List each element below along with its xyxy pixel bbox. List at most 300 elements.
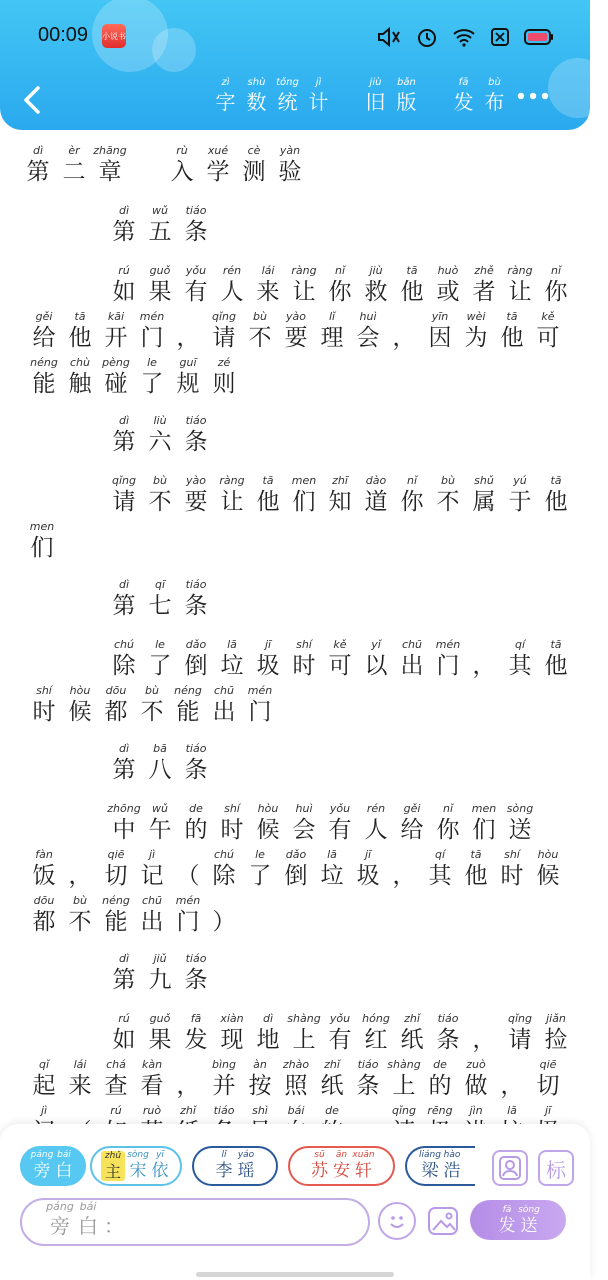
pinyin: rú — [118, 1012, 130, 1025]
pinyin: jì — [315, 77, 322, 88]
char: 规 — [176, 371, 200, 397]
pinyin: lā — [507, 1104, 517, 1117]
pinyin: sū — [314, 1150, 325, 1160]
char: 第 — [112, 429, 136, 455]
emoji-button[interactable] — [378, 1202, 416, 1240]
char: （ — [176, 863, 200, 889]
char: ， — [472, 1027, 496, 1053]
char: 除 — [212, 863, 236, 889]
char: 查 — [104, 1073, 128, 1099]
char: 候 — [536, 863, 560, 889]
char: 李 — [215, 1161, 233, 1181]
hanzi — [286, 474, 322, 516]
publish-link[interactable] — [450, 76, 508, 114]
story-line — [106, 474, 574, 516]
char: 宋 — [129, 1161, 147, 1181]
char: 给 — [400, 817, 424, 843]
pinyin: liáng — [419, 1150, 441, 1160]
char: 纸 — [400, 1027, 424, 1053]
pinyin: huì — [295, 802, 313, 815]
pinyin: men — [29, 520, 55, 533]
hanzi — [178, 578, 214, 620]
pinyin: kě — [541, 310, 555, 323]
hanzi — [394, 264, 430, 306]
char: 会 — [356, 325, 380, 351]
pinyin: rú — [118, 264, 130, 277]
pinyin: néng — [30, 356, 58, 369]
hanzi — [178, 474, 214, 516]
hanzi — [322, 264, 358, 306]
char: 能 — [104, 909, 128, 935]
char: 浩 — [443, 1161, 461, 1181]
status-time: 00:09 — [38, 24, 89, 46]
char: 梁 — [421, 1161, 439, 1181]
image-button[interactable] — [424, 1202, 462, 1240]
hanzi — [235, 1150, 257, 1181]
char: 道 — [364, 489, 388, 515]
hanzi — [394, 638, 430, 680]
pinyin: jiù — [369, 77, 382, 88]
hanzi — [134, 1058, 170, 1100]
pinyin: tiáo — [213, 1104, 235, 1117]
pinyin: zhǐ — [180, 1104, 196, 1117]
pinyin: àn — [253, 1058, 267, 1071]
hanzi — [26, 894, 62, 936]
pinyin: shàng — [387, 1058, 421, 1071]
hanzi — [56, 144, 92, 186]
character-chip-narrator[interactable] — [20, 1146, 86, 1186]
char: 他 — [464, 863, 488, 889]
pinyin: shǔ — [474, 474, 494, 487]
pinyin: bù — [488, 77, 501, 88]
hanzi — [422, 1058, 458, 1100]
char: 可 — [536, 325, 560, 351]
hanzi — [538, 474, 574, 516]
chevron-left-icon — [18, 80, 50, 120]
hanzi — [272, 144, 308, 186]
hanzi — [53, 1150, 75, 1181]
pinyin: le — [255, 848, 265, 861]
pinyin: sòng — [506, 802, 534, 815]
hanzi — [31, 1150, 53, 1181]
pinyin: dì — [118, 578, 130, 591]
character-chip-song[interactable] — [90, 1146, 182, 1186]
char: 时 — [500, 863, 524, 889]
pinyin: rēng — [427, 1104, 453, 1117]
pinyin: yào — [186, 474, 206, 487]
hanzi — [481, 76, 508, 114]
hanzi — [170, 310, 206, 352]
hanzi — [386, 310, 422, 352]
pinyin: tiáo — [185, 578, 207, 591]
hanzi — [98, 894, 134, 936]
char: 候 — [68, 699, 92, 725]
hanzi — [106, 578, 142, 620]
pinyin: ān — [335, 1150, 348, 1160]
char: ， — [392, 325, 416, 351]
pinyin: zhī — [332, 474, 348, 487]
system-icons — [376, 24, 554, 50]
pinyin: lǐ — [221, 1150, 227, 1160]
hanzi — [322, 638, 358, 680]
pinyin: mén — [247, 684, 273, 697]
char: 时 — [32, 699, 56, 725]
hanzi — [502, 802, 538, 844]
char: 给 — [32, 325, 56, 351]
char: 轩 — [355, 1161, 372, 1181]
story-line — [26, 684, 278, 726]
pinyin: sòng — [518, 1205, 540, 1215]
hanzi — [250, 474, 286, 516]
hanzi — [314, 1058, 350, 1100]
pinyin: ruò — [142, 1104, 162, 1117]
char: 看 — [140, 1073, 164, 1099]
char: 计 — [308, 90, 329, 114]
hanzi — [170, 684, 206, 726]
pinyin: tā — [406, 264, 418, 277]
hanzi — [178, 802, 214, 844]
pinyin: guǒ — [149, 264, 171, 277]
hanzi — [92, 144, 128, 186]
pinyin: hòu — [257, 802, 279, 815]
story-line — [106, 414, 214, 456]
hanzi — [502, 1012, 538, 1054]
pinyin: de — [189, 802, 203, 815]
pinyin: tā — [74, 310, 86, 323]
story-content[interactable] — [0, 140, 590, 1125]
char: 照 — [284, 1073, 308, 1099]
pinyin: dào — [365, 474, 387, 487]
char: 能 — [176, 699, 200, 725]
nav-title — [212, 76, 508, 114]
char: 要 — [184, 489, 208, 515]
pinyin: bái — [287, 1104, 305, 1117]
hanzi — [106, 638, 142, 680]
pinyin: dì — [118, 204, 130, 217]
character-chip-liang[interactable] — [405, 1146, 475, 1186]
char: 垃 — [220, 653, 244, 679]
char: 果 — [148, 279, 172, 305]
char: 你 — [436, 817, 460, 843]
pinyin: èr — [68, 144, 80, 157]
char: 则 — [212, 371, 236, 397]
char: 让 — [508, 279, 532, 305]
pinyin: tā — [262, 474, 274, 487]
hanzi — [213, 1150, 235, 1181]
hanzi — [331, 1150, 353, 1181]
pinyin: huò — [437, 264, 459, 277]
hanzi — [286, 264, 322, 306]
pinyin: zhāng — [93, 144, 127, 157]
char: 可 — [328, 653, 352, 679]
hanzi — [430, 264, 466, 306]
char: 于 — [508, 489, 532, 515]
hanzi — [142, 742, 178, 784]
char: 们 — [30, 535, 54, 561]
hanzi — [62, 684, 98, 726]
hanzi — [134, 684, 170, 726]
hanzi — [26, 848, 62, 890]
char: 因 — [428, 325, 452, 351]
hanzi — [142, 264, 178, 306]
hanzi — [178, 204, 214, 246]
char: 触 — [68, 371, 92, 397]
hanzi — [212, 76, 239, 114]
hanzi — [350, 1058, 386, 1100]
hanzi — [98, 1058, 134, 1100]
pinyin: nǐ — [334, 264, 346, 277]
pinyin: dǎo — [285, 848, 307, 861]
char: 人 — [220, 279, 244, 305]
char: 圾 — [256, 653, 280, 679]
more-button[interactable] — [516, 88, 550, 102]
hanzi — [134, 310, 170, 352]
pinyin: chū — [142, 894, 162, 907]
pinyin: yǐ — [371, 638, 381, 651]
hanzi — [24, 520, 60, 562]
char: ， — [472, 653, 496, 679]
pinyin: lǐ — [328, 310, 336, 323]
pinyin: fā — [458, 77, 469, 88]
char: 发 — [184, 1027, 208, 1053]
pinyin: jiù — [369, 264, 383, 277]
hanzi — [466, 802, 502, 844]
pinyin: jiǎn — [546, 1012, 566, 1025]
hanzi — [106, 474, 142, 516]
pinyin: zhǐ — [324, 1058, 340, 1071]
send-button[interactable] — [470, 1200, 566, 1240]
pinyin: tiáo — [437, 1012, 459, 1025]
pinyin: gěi — [403, 802, 421, 815]
pinyin: zì — [221, 77, 230, 88]
hanzi — [170, 1058, 206, 1100]
pinyin: kāi — [107, 310, 125, 323]
char: 章 — [98, 159, 122, 185]
pinyin: xiàn — [220, 1012, 244, 1025]
pinyin: bǎn — [397, 77, 416, 88]
char: 旁 — [33, 1161, 51, 1181]
char: 有 — [328, 1027, 352, 1053]
pinyin: páng — [30, 1150, 54, 1160]
hanzi — [502, 474, 538, 516]
mark-label: 标 — [546, 1157, 566, 1182]
pinyin: nǐ — [550, 264, 562, 277]
story-line — [106, 802, 538, 844]
char: ， — [68, 863, 92, 889]
hanzi — [350, 310, 386, 352]
pinyin: wèi — [466, 310, 486, 323]
message-input[interactable] — [20, 1198, 370, 1246]
pinyin: fā — [190, 1012, 202, 1025]
pinyin: fàn — [35, 848, 53, 861]
hanzi — [496, 1205, 518, 1236]
char: 做 — [464, 1073, 488, 1099]
hanzi — [62, 894, 98, 936]
char: 起 — [32, 1073, 56, 1099]
char: 数 — [246, 90, 267, 114]
char: 出 — [140, 909, 164, 935]
pinyin: yǒu — [329, 1012, 351, 1025]
hanzi — [106, 952, 142, 994]
hanzi — [214, 638, 250, 680]
hanzi — [394, 1012, 430, 1054]
hanzi — [530, 848, 566, 890]
sim-icon — [490, 27, 510, 47]
pinyin: yào — [286, 310, 306, 323]
char: 你 — [328, 279, 352, 305]
main-role-badge — [101, 1151, 125, 1181]
pinyin: qǐng — [508, 1012, 532, 1025]
char: 版 — [396, 90, 417, 114]
char: 垃 — [320, 863, 344, 889]
pinyin: dōu — [105, 684, 127, 697]
pinyin: jiǔ — [153, 952, 167, 965]
pinyin: guī — [179, 356, 197, 369]
pinyin: tā — [470, 848, 482, 861]
char: 让 — [292, 279, 316, 305]
char: 第 — [112, 593, 136, 619]
home-indicator[interactable] — [196, 1272, 394, 1277]
battery-icon — [524, 28, 554, 46]
pinyin: le — [155, 638, 165, 651]
char: 要 — [284, 325, 308, 351]
char: 送 — [508, 817, 532, 843]
hanzi — [538, 638, 574, 680]
char: 请 — [112, 489, 136, 515]
char: 其 — [508, 653, 532, 679]
char: 并 — [212, 1073, 236, 1099]
char: 他 — [500, 325, 524, 351]
mark-button[interactable] — [538, 1150, 574, 1186]
hanzi — [362, 76, 389, 114]
old-version-link[interactable] — [362, 76, 420, 114]
pinyin: shì — [252, 1104, 268, 1117]
char: 会 — [292, 817, 316, 843]
hanzi — [149, 1150, 171, 1181]
char: 八 — [148, 757, 172, 783]
pinyin: lā — [227, 638, 237, 651]
hanzi — [322, 802, 358, 844]
pinyin: pèng — [102, 356, 130, 369]
char: 记 — [140, 863, 164, 889]
hanzi — [142, 952, 178, 994]
pinyin: tā — [550, 474, 562, 487]
hanzi — [502, 638, 538, 680]
char: 第 — [112, 757, 136, 783]
pinyin: qǐng — [112, 474, 136, 487]
word-count-link[interactable] — [212, 76, 332, 114]
person-card-icon — [497, 1155, 523, 1181]
pinyin: lái — [261, 264, 275, 277]
pinyin: zhào — [282, 1058, 310, 1071]
char: 条 — [184, 219, 208, 245]
hanzi — [142, 1012, 178, 1054]
char: 为 — [464, 325, 488, 351]
hanzi — [200, 144, 236, 186]
compose-panel — [0, 1124, 590, 1280]
pinyin: bù — [73, 894, 87, 907]
hanzi — [250, 264, 286, 306]
char: 白 — [78, 1214, 98, 1238]
hanzi — [62, 356, 98, 398]
char: 条 — [356, 1073, 380, 1099]
char: 你 — [544, 279, 568, 305]
hanzi — [106, 742, 142, 784]
hanzi — [242, 684, 278, 726]
char: ， — [392, 863, 416, 889]
char: 他 — [544, 489, 568, 515]
hanzi — [106, 264, 142, 306]
pinyin: gěi — [35, 310, 53, 323]
char: 条 — [184, 967, 208, 993]
hanzi — [178, 1012, 214, 1054]
pinyin: chū — [214, 684, 234, 697]
nav-bar — [0, 72, 590, 128]
hanzi — [538, 264, 574, 306]
role-manage-button[interactable] — [492, 1150, 528, 1186]
char: 六 — [148, 429, 172, 455]
hanzi — [466, 474, 502, 516]
hanzi — [250, 802, 286, 844]
pinyin: bā — [153, 742, 167, 755]
character-chip-su[interactable] — [288, 1146, 395, 1186]
hanzi — [134, 894, 170, 936]
story-line — [20, 144, 308, 186]
char: 倒 — [184, 653, 208, 679]
hanzi — [538, 1012, 574, 1054]
char: 请 — [508, 1027, 532, 1053]
hanzi — [214, 1012, 250, 1054]
hanzi — [206, 1058, 242, 1100]
image-icon — [426, 1204, 460, 1238]
pinyin: sòng — [127, 1150, 149, 1160]
char: 不 — [68, 909, 92, 935]
hanzi — [142, 802, 178, 844]
hanzi — [242, 1058, 278, 1100]
hanzi — [243, 76, 270, 114]
char: 第 — [26, 159, 50, 185]
char: 请 — [212, 325, 236, 351]
pinyin: bái — [57, 1150, 71, 1160]
pinyin: qiē — [107, 848, 125, 861]
pinyin: zhǐ — [404, 1012, 420, 1025]
hanzi — [458, 1058, 494, 1100]
hanzi — [393, 76, 420, 114]
hanzi — [466, 638, 502, 680]
pinyin: shí — [36, 684, 52, 697]
pinyin: néng — [102, 894, 130, 907]
character-chip-li[interactable] — [192, 1146, 278, 1186]
pinyin: tiáo — [185, 414, 207, 427]
char: 不 — [148, 489, 172, 515]
hanzi — [26, 1058, 62, 1100]
char: 了 — [248, 863, 272, 889]
back-button[interactable] — [18, 80, 50, 120]
hanzi — [206, 684, 242, 726]
pinyin: hào — [443, 1150, 461, 1160]
pinyin: shí — [224, 802, 240, 815]
app-header — [0, 0, 590, 130]
char: 出 — [400, 653, 424, 679]
char: 按 — [248, 1073, 272, 1099]
pinyin: yáo — [237, 1150, 255, 1160]
char: 的 — [184, 817, 208, 843]
char: 候 — [256, 817, 280, 843]
pinyin: páng — [46, 1200, 74, 1213]
char: 他 — [256, 489, 280, 515]
pinyin: huì — [359, 310, 377, 323]
pinyin: zhōng — [107, 802, 141, 815]
